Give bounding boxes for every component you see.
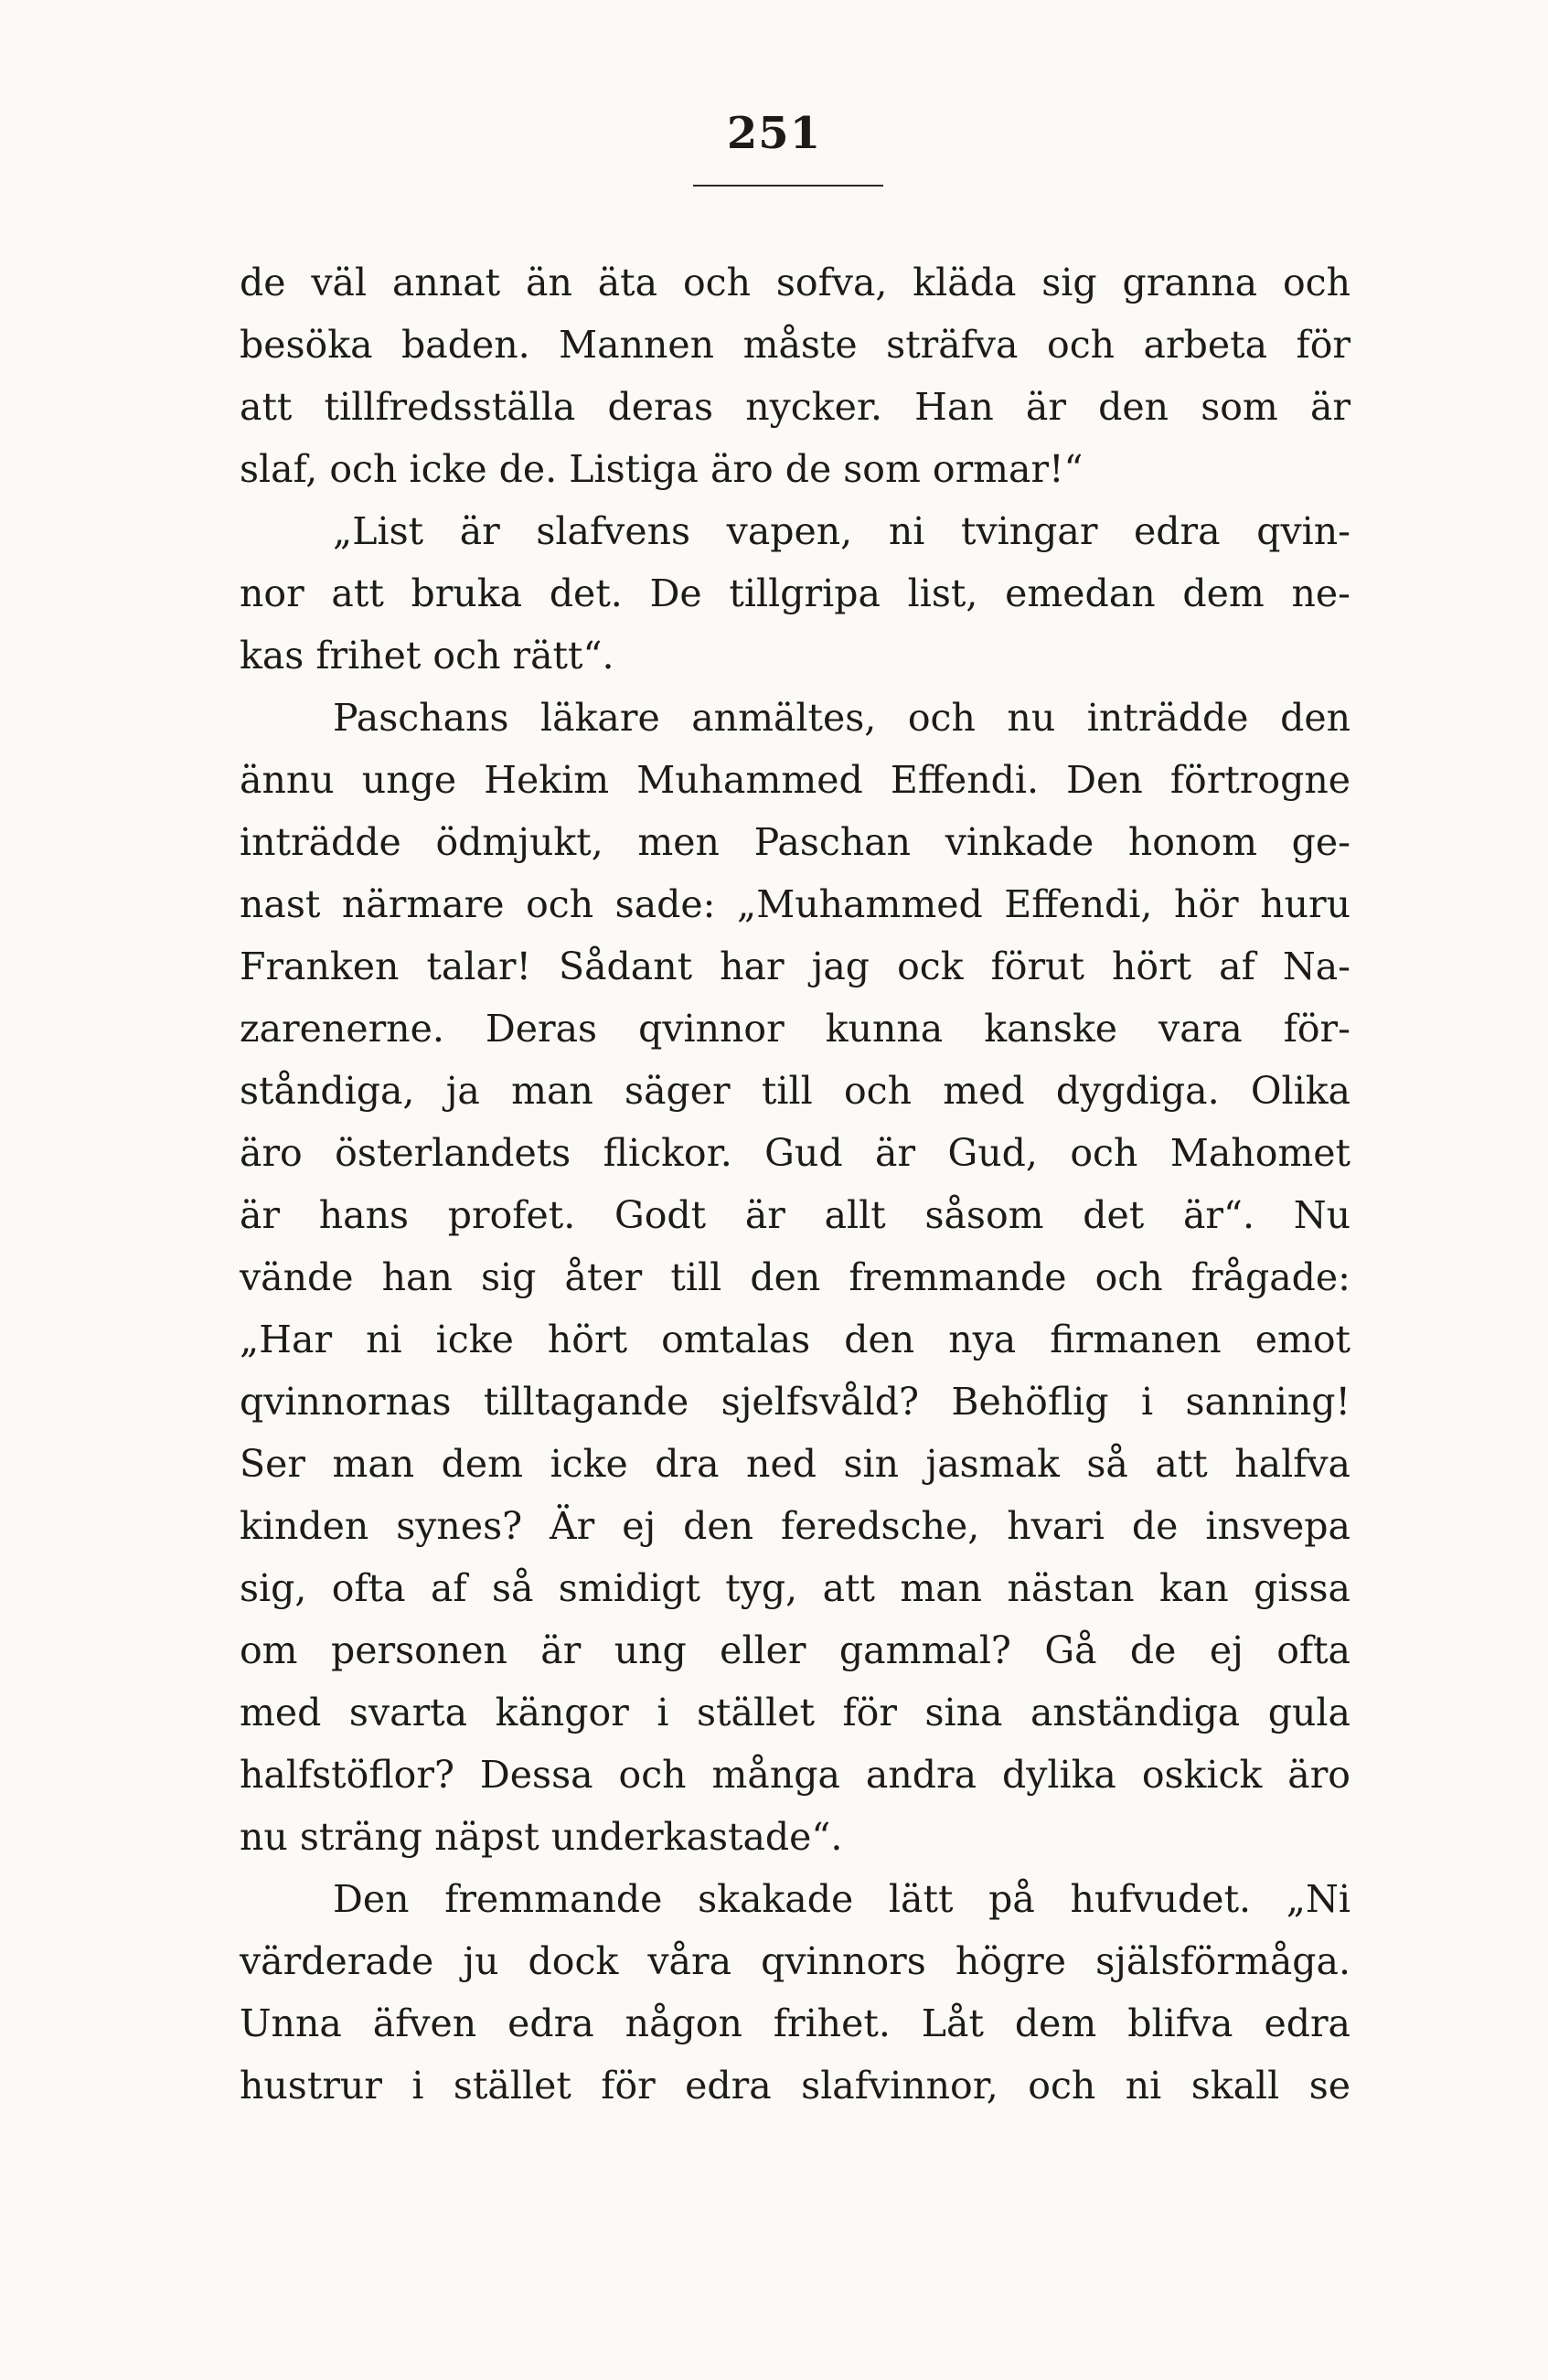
text-line: är hans profet. Godt är allt såsom det är“. Nu xyxy=(240,1193,1350,1237)
text-line: om personen är ung eller gammal? Gå de ej ofta xyxy=(240,1628,1350,1672)
text-line: Unna äfven edra någon frihet. Låt dem blifva edra xyxy=(240,2001,1350,2045)
header-rule xyxy=(693,185,883,187)
text-line: nu sträng näpst underkastade“. xyxy=(240,1815,843,1859)
text-line: med svarta kängor i stället för sina anständiga gula xyxy=(240,1691,1350,1734)
page-number: 251 xyxy=(726,108,822,159)
text-line: sig, ofta af så smidigt tyg, att man nästan kan gissa xyxy=(240,1566,1350,1610)
text-line: vände han sig åter till den fremmande och frågade: xyxy=(240,1255,1350,1299)
text-line: kas frihet och rätt“. xyxy=(240,634,614,678)
text-line: Ser man dem icke dra ned sin jasmak så att halfva xyxy=(240,1442,1350,1486)
text-line: „Har ni icke hört omtalas den nya firmanen emot xyxy=(240,1318,1350,1361)
text-line: Den fremmande skakade lätt på hufvudet. „Ni xyxy=(333,1877,1350,1921)
text-line: Franken talar! Sådant har jag ock förut hört af Na- xyxy=(240,945,1350,988)
text-line: halfstöflor? Dessa och många andra dylika oskick äro xyxy=(240,1753,1350,1797)
text-line: inträdde ödmjukt, men Paschan vinkade honom ge- xyxy=(240,820,1350,864)
text-line: ännu unge Hekim Muhammed Effendi. Den förtrogne xyxy=(240,758,1350,802)
text-line: besöka baden. Mannen måste sträfva och arbeta för xyxy=(240,323,1350,367)
text-line: „List är slafvens vapen, ni tvingar edra qvin- xyxy=(333,509,1350,553)
text-line: värderade ju dock våra qvinnors högre själsförmåga. xyxy=(240,1939,1350,1983)
text-line: slaf, och icke de. Listiga äro de som ormar!“ xyxy=(240,447,1084,491)
text-line: Paschans läkare anmältes, och nu inträdde den xyxy=(333,696,1350,740)
text-line: ståndiga, ja man säger till och med dygdiga. Olika xyxy=(240,1069,1350,1113)
text-line: att tillfredsställa deras nycker. Han är den som är xyxy=(240,385,1350,429)
body-text xyxy=(240,251,1350,2117)
text-line: nast närmare och sade: „Muhammed Effendi, hör huru xyxy=(240,882,1350,926)
text-line: hustrur i stället för edra slafvinnor, och ni skall se xyxy=(240,2064,1350,2108)
text-line: kinden synes? Är ej den feredsche, hvari de insvepa xyxy=(240,1504,1350,1548)
text-line: qvinnornas tilltagande sjelfsvåld? Behöflig i sanning! xyxy=(240,1380,1350,1424)
text-line: äro österlandets flickor. Gud är Gud, och Mahomet xyxy=(240,1131,1350,1175)
text-line: zarenerne. Deras qvinnor kunna kanske vara för- xyxy=(240,1007,1350,1051)
text-line: nor att bruka det. De tillgripa list, emedan dem ne- xyxy=(240,571,1350,615)
text-line: de väl annat än äta och sofva, kläda sig granna och xyxy=(240,261,1350,304)
